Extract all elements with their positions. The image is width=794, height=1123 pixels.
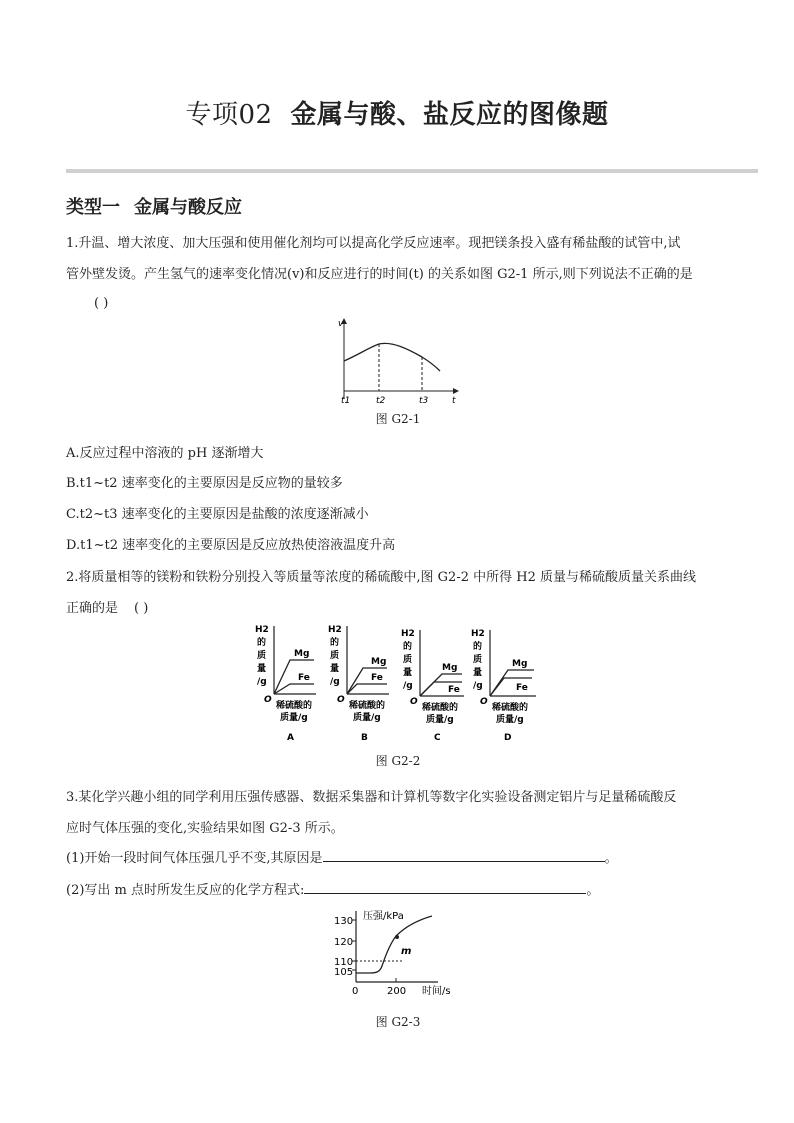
g2-2-b-origin: O [337, 695, 345, 705]
g2-3-point-m [395, 935, 399, 939]
figure-g2-1 [330, 315, 470, 407]
g2-2-a-mg-label: Mg [294, 649, 310, 659]
g2-2-c-origin: O [410, 697, 418, 707]
q3-sub-2-text: (2)写出 m 点时所发生反应的化学方程式: [66, 883, 305, 898]
g2-2-b-mg-label: Mg [371, 657, 387, 667]
q3-sub-1-end: 。 [604, 851, 618, 866]
q3-line-1: 3.某化学兴趣小组的同学利用压强传感器、数据采集器和计算机等数字化实验设备测定铝片与足量稀硫酸反 [66, 790, 677, 805]
q1-option-c: C.t2~t3 速率变化的主要原因是盐酸的浓度逐渐减小 [66, 507, 369, 522]
q3-sub-1-text: (1)开始一段时间气体压强几乎不变,其原因是 [66, 851, 323, 866]
g2-2-b-ylabel-2: 的 [330, 638, 340, 648]
g2-2-a-fe-line [274, 684, 314, 694]
title-code: 专项02 [185, 100, 273, 130]
section-heading [66, 193, 242, 219]
q1-line-1: 1.升温、增大浓度、加大压强和使用催化剂均可以提高化学反应速率。现把镁条投入盛有稀盐酸的试管中,试 [66, 236, 681, 251]
g2-2-d-ylabel-1: H2 [471, 629, 485, 639]
g2-3-ytick-label-120: 120 [334, 937, 354, 948]
g2-3-ytick-label-130: 130 [334, 916, 354, 927]
g2-2-b-ylabel-1: H2 [328, 625, 342, 635]
q3-sub-1 [66, 847, 618, 866]
g2-2-graph-c [401, 629, 464, 743]
g2-3-ytick-label-110: 110 [334, 957, 354, 968]
g2-2-c-ylabel-3: 质 [403, 655, 413, 665]
g2-2-d-fe-label: Fe [516, 683, 528, 693]
q3-sub-2-end: 。 [586, 883, 600, 898]
g2-2-graph-b [328, 625, 389, 743]
page-title [0, 94, 794, 131]
g2-2-graph-d [471, 629, 536, 743]
q3-sub-2 [66, 879, 599, 898]
q2-line-2-text: 正确的是 [66, 601, 119, 616]
g2-2-d-letter: D [504, 733, 512, 743]
g2-3-xtick-label-200: 200 [387, 986, 407, 997]
g2-2-c-ylabel-2: 的 [403, 642, 413, 652]
g2-3-pressure-curve [356, 916, 432, 973]
g2-3-ytick-label-105: 105 [334, 967, 354, 978]
g2-2-a-ylabel-2: 的 [257, 638, 267, 648]
g2-1-tick-t1: t1 [341, 396, 351, 406]
q1-answer-paren: ( ) [94, 296, 109, 311]
g2-3-xtick-label-0: 0 [352, 986, 359, 997]
g2-2-b-fe-line [347, 684, 387, 694]
g2-2-c-ylabel-5: /g [403, 681, 413, 691]
g2-2-b-xlabel-2: 质量/g [353, 713, 381, 723]
g2-2-caption: 图 G2-2 [375, 754, 421, 768]
g2-2-d-ylabel-2: 的 [473, 642, 483, 652]
g2-2-b-ylabel-4: 量 [330, 664, 340, 674]
g2-2-d-xlabel-2: 质量/g [496, 715, 524, 725]
g2-2-c-fe-label: Fe [448, 685, 460, 695]
g2-2-b-xlabel-1: 稀硫酸的 [349, 701, 386, 711]
q1-option-a: A.反应过程中溶液的 pH 逐渐增大 [66, 446, 264, 461]
q1-line-2: 管外壁发烫。产生氢气的速率变化情况(v)和反应进行的时间(t) 的关系如图 G2-1 所示,则下列说法不正确的是 [66, 267, 693, 282]
g2-2-a-ylabel-4: 量 [257, 664, 267, 674]
g2-2-a-ylabel-3: 质 [257, 651, 267, 661]
q1-option-d: D.t1~t2 速率变化的主要原因是反应放热使溶液温度升高 [66, 538, 396, 553]
section-title: 金属与酸反应 [134, 197, 242, 218]
g2-2-graph-a [255, 625, 316, 743]
q3-sub-1-answer-blank[interactable] [323, 851, 605, 862]
q2-line-1: 2.将质量相等的镁粉和铁粉分别投入等质量等浓度的稀硫酸中,图 G2-2 中所得 H2 质量与稀硫酸质量关系曲线 [66, 570, 696, 585]
g2-2-c-letter: C [434, 733, 441, 743]
g2-2-b-fe-label: Fe [371, 673, 383, 683]
g2-2-a-letter: A [287, 733, 294, 743]
g2-2-d-ylabel-4: 量 [473, 668, 483, 678]
g2-2-c-ylabel-1: H2 [401, 629, 415, 639]
title-divider [66, 169, 758, 173]
g2-3-ylabel: 压强/kPa [363, 911, 404, 922]
g2-2-d-ylabel-3: 质 [473, 655, 483, 665]
g2-2-b-ylabel-3: 质 [330, 651, 340, 661]
figure-g2-2 [252, 620, 542, 746]
g2-2-c-xlabel-1: 稀硫酸的 [422, 703, 459, 713]
g2-2-d-xlabel-1: 稀硫酸的 [492, 703, 529, 713]
g2-1-caption: 图 G2-1 [375, 412, 421, 426]
q1-option-b: B.t1~t2 速率变化的主要原因是反应物的量较多 [66, 476, 343, 491]
g2-2-a-xlabel-1: 稀硫酸的 [276, 701, 313, 711]
g2-1-rate-curve [344, 343, 440, 371]
q2-answer-paren: ( ) [134, 601, 149, 616]
g2-3-point-m-label: m [401, 946, 412, 957]
g2-2-b-letter: B [361, 733, 368, 743]
g2-1-tick-t3: t3 [419, 396, 429, 406]
g2-1-x-arrow [453, 388, 459, 394]
q3-line-2: 应时气体压强的变化,实验结果如图 G2-3 所示。 [66, 821, 344, 836]
g2-2-a-xlabel-2: 质量/g [280, 713, 308, 723]
g2-2-a-fe-label: Fe [298, 673, 310, 683]
title-text: 金属与酸、盐反应的图像题 [290, 100, 609, 130]
g2-2-d-origin: O [480, 697, 488, 707]
g2-2-c-xlabel-2: 质量/g [426, 715, 454, 725]
section-label: 类型一 [66, 197, 120, 218]
g2-2-a-ylabel-5: /g [257, 677, 267, 687]
g2-1-xlabel: t [452, 396, 456, 406]
g2-2-a-origin: O [264, 695, 272, 705]
g2-2-a-ylabel-1: H2 [255, 625, 269, 635]
g2-1-tick-t2: t2 [376, 396, 386, 406]
g2-2-d-ylabel-5: /g [473, 681, 483, 691]
g2-2-b-ylabel-5: /g [330, 677, 340, 687]
q3-sub-2-answer-blank[interactable] [304, 883, 586, 894]
g2-2-c-ylabel-4: 量 [403, 668, 413, 678]
figure-g2-3 [330, 906, 470, 1006]
g2-2-d-mg-label: Mg [512, 659, 528, 669]
q2-line-2 [66, 597, 148, 616]
g2-3-caption: 图 G2-3 [375, 1015, 421, 1029]
g2-2-c-mg-label: Mg [442, 663, 458, 673]
g2-1-ylabel: v [338, 319, 344, 329]
g2-3-xlabel: 时间/s [422, 986, 451, 997]
